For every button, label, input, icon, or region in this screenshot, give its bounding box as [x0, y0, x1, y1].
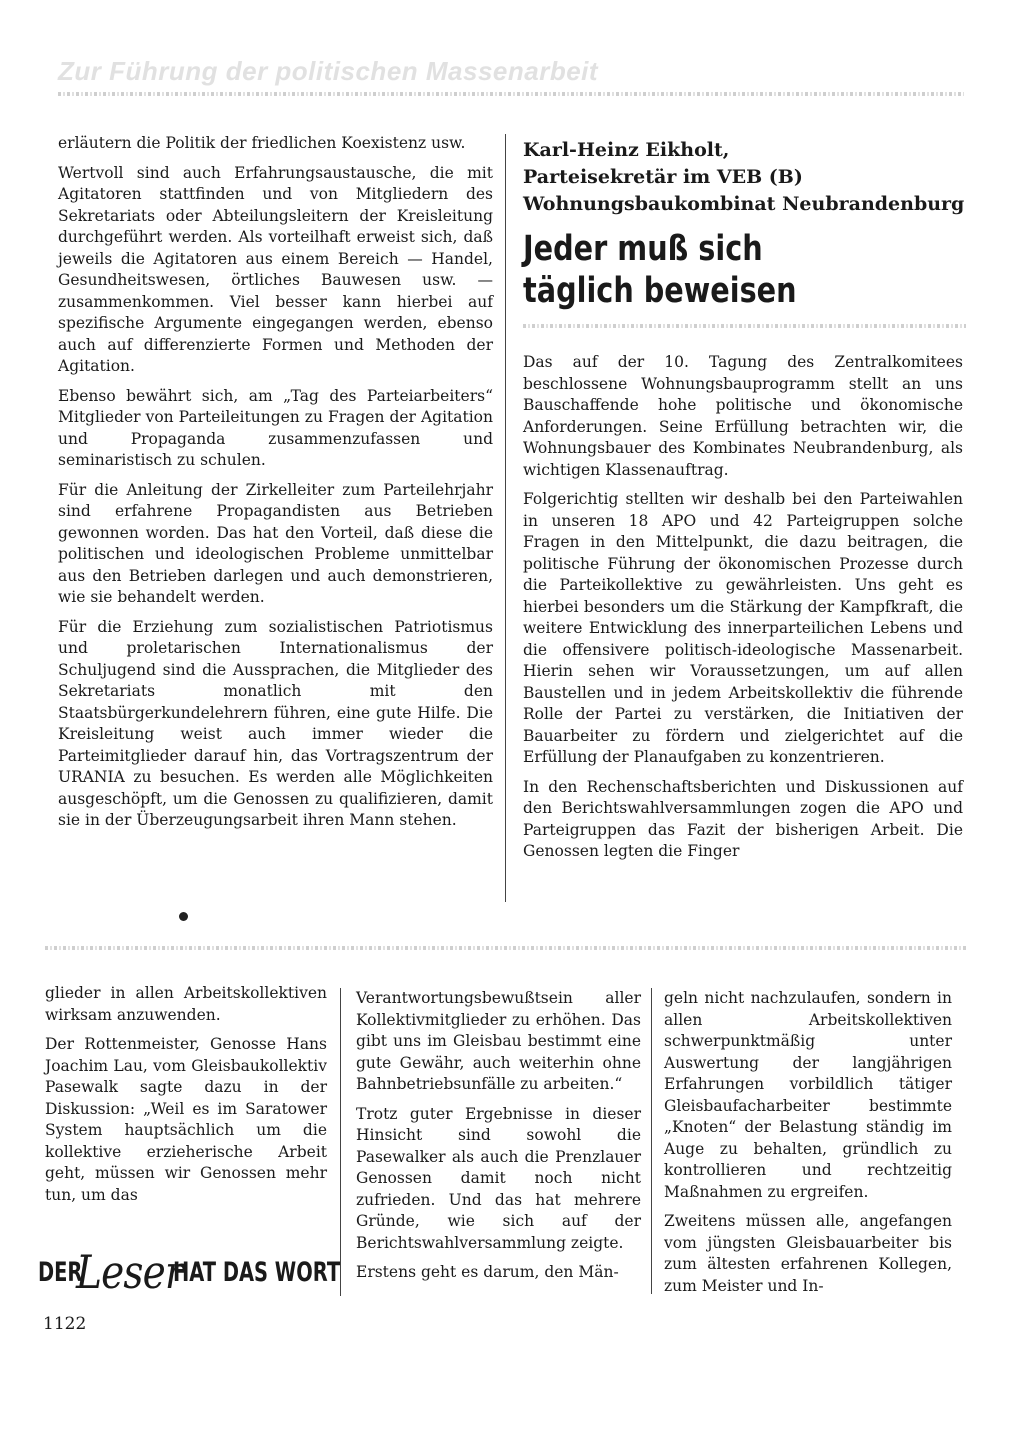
- left-article-column: [58, 133, 493, 832]
- section-rule: [45, 946, 966, 950]
- paragraph: In den Rechenschaftsberichten und Diskussionen auf den Berichtswahlversammlungen zogen die APO und Parteigruppen das Fazit der bisherigen Arbeit. Die Genossen legten die Finger: [523, 777, 963, 860]
- bottom-column-3: [664, 988, 952, 1297]
- paragraph: Wertvoll sind auch Erfahrungsaustausche, die mit Agitatoren stattfinden und von Mitgliedern des Sekretariats oder Abteilungsleitern der Kreisleitung durchgeführt werden. Als vorteilhaft erweist sich, daß jeweils die Agitatoren aus einem Bereich — Handel, Gesundheitswesen, örtliches Bauwesen usw. — zusammenkommen. Viel besser kann hierbei auf spezifische Argumente eingegangen werden, ebenso auch auf differenzierte Formen und Methoden der Agitation.: [58, 163, 493, 375]
- paragraph: Erstens geht es darum, den Män-: [356, 1263, 619, 1281]
- author-byline: [523, 137, 968, 218]
- paragraph: glieder in allen Arbeitskollektiven wirksam anzuwenden.: [45, 984, 327, 1024]
- header-rule: [58, 92, 964, 96]
- leser-hat-das-wort-logo: [38, 1245, 341, 1299]
- paragraph: Der Rottenmeister, Genosse Hans Joachim Lau, vom Gleisbaukollektiv Pasewalk sagte dazu in der Diskussion: „Weil es im Saratower System hauptsächlich um die kollektive erzieherische Arbeit geht, müssen wir Genossen mehr tun, um das: [45, 1035, 327, 1204]
- paragraph: Zweitens müssen alle, angefangen vom jüngsten Gleisbauarbeiter bis zum ältesten erfahrenen Kollegen, zum Meister und In-: [664, 1212, 952, 1295]
- logo-word: HAT DAS WORT: [173, 1256, 341, 1288]
- headline-rule: [523, 324, 966, 328]
- page-number: 1122: [43, 1314, 87, 1334]
- paragraph: Folgerichtig stellten wir deshalb bei den Parteiwahlen in unseren 18 APO und 42 Parteigruppen solche Fragen in den Mittelpunkt, die dazu beitragen, die politische Führung der ökonomischen Prozesse durch die Parteikollektive zu gewährleisten. Uns geht es hierbei besonders um die Stärkung der Kampfkraft, die weitere Entwicklung des innerparteilichen Lebens und die offensivere politisch-ideologische Massenarbeit. Hierin sehen wir Voraussetzungen, um auf allen Baustellen und in jedem Arbeitskollektiv die führende Rolle der Partei zu verstärken, die Initiativen der Bauarbeiter zu fördern und zielgerichtet auf die Erfüllung der Planaufgaben zu konzentrieren.: [523, 490, 963, 766]
- paragraph: erläutern die Politik der friedlichen Koexistenz usw.: [58, 134, 466, 152]
- paragraph: Trotz guter Ergebnisse in dieser Hinsicht sind sowohl die Pasewalker als auch die Prenzlauer Genossen damit noch nicht zufrieden. Und das hat mehrere Gründe, wie sich auf der Berichtswahlversammlung zeigte.: [356, 1104, 641, 1252]
- paragraph: geln nicht nachzulaufen, sondern in allen Arbeitskollektiven schwerpunktmäßig unter Auswertung der langjährigen Erfahrungen vorbildlich tätiger Gleisbaufacharbeiter bestimmte „Knoten“ der Belastung ständig im Auge zu behalten, gründlich zu kontrollieren und rechtzeitig Maßnahmen zu ergreifen.: [664, 989, 952, 1201]
- author-line: Parteisekretär im VEB (B): [523, 166, 803, 188]
- author-line: Karl-Heinz Eikholt,: [523, 139, 730, 161]
- right-article-column: [523, 352, 963, 863]
- bottom-column-2: [356, 988, 641, 1284]
- headline-line: täglich beweisen: [523, 271, 797, 311]
- paragraph: Für die Anleitung der Zirkelleiter zum Parteilehrjahr sind erfahrene Propagandisten aus Betrieben gewonnen worden. Das hat den Vorteil, daß diese die politischen und ideologischen Probleme unmittelbar aus den Betrieben darlegen und auch demonstrieren, wie sie behandelt werden.: [58, 480, 493, 606]
- article-headline: [523, 228, 888, 312]
- logo-word: DER: [38, 1256, 83, 1288]
- column-divider: [651, 988, 652, 1294]
- logo-script-word: Leser: [75, 1245, 183, 1299]
- paragraph: Verantwortungsbewußtsein aller Kollektivmitglieder zu erhöhen. Das gibt uns im Gleisbau bestimmt eine gute Gewähr, auch weiterhin ohne Bahnbetriebsunfälle zu arbeiten.“: [356, 989, 641, 1093]
- column-divider: [340, 988, 341, 1296]
- bottom-column-1: [45, 983, 327, 1206]
- bullet-icon: [179, 912, 188, 921]
- column-divider: [505, 134, 506, 902]
- running-head: Zur Führung der politischen Massenarbeit: [58, 56, 599, 86]
- headline-line: Jeder muß sich: [523, 229, 763, 269]
- paragraph: Das auf der 10. Tagung des Zentralkomitees beschlossene Wohnungsbauprogramm stellt an uns Bauschaffende hohe politische und ökonomische Anforderungen. Seine Erfüllung betrachten wir, die Wohnungsbauer des Kombinates Neubrandenburg, als wichtigen Klassenauftrag.: [523, 353, 963, 479]
- paragraph: Ebenso bewährt sich, am „Tag des Parteiarbeiters“ Mitglieder von Parteileitungen zu Fragen der Agitation und Propaganda zusammenzufassen und seminaristisch zu schulen.: [58, 386, 493, 469]
- paragraph: Für die Erziehung zum sozialistischen Patriotismus und proletarischen Internationalismus der Schuljugend sind die Aussprachen, die Mitglieder des Sekretariats monatlich mit den Staatsbürgerkundelehrern führen, eine gute Hilfe. Die Kreisleitung weist auch immer wieder die Parteimitglieder darauf hin, das Vortragszentrum der URANIA zu besuchen. Es werden alle Möglichkeiten ausgeschöpft, um die Genossen zu qualifizieren, damit sie in der Überzeugungsarbeit ihren Mann stehen.: [58, 617, 493, 829]
- author-line: Wohnungsbaukombinat Neubrandenburg: [523, 193, 965, 215]
